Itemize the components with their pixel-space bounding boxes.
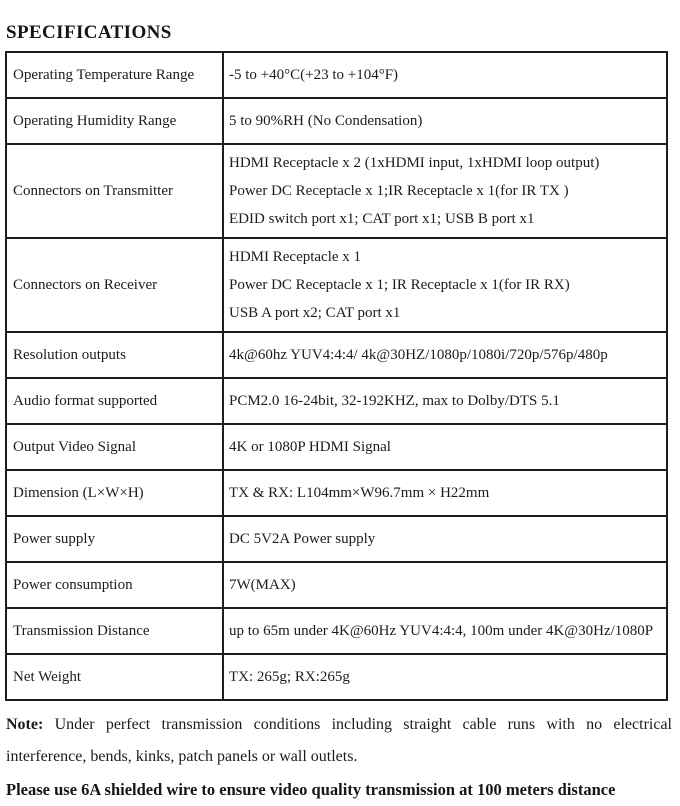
spec-value-line: -5 to +40°C(+23 to +104°F) — [229, 67, 399, 83]
spec-value-line: TX & RX: L104mm×W96.7mm × H22mm — [229, 485, 490, 501]
spec-label: Connectors on Transmitter — [6, 144, 223, 238]
spec-value — [223, 424, 667, 470]
note-block — [6, 709, 672, 806]
table-row — [6, 52, 667, 98]
spec-value — [223, 98, 667, 144]
spec-value-line: DC 5V2A Power supply — [229, 531, 376, 547]
spec-value — [223, 562, 667, 608]
spec-value-line: PCM2.0 16-24bit, 32-192KHZ, max to Dolby/DTS 5.1 — [229, 393, 560, 409]
table-row — [6, 654, 667, 700]
spec-value-line: EDID switch port x1; CAT port x1; USB B port x1 — [229, 211, 535, 227]
spec-label: Connectors on Receiver — [6, 238, 223, 332]
spec-label: Power supply — [6, 516, 223, 562]
spec-value — [223, 332, 667, 378]
page-title: SPECIFICATIONS — [6, 22, 172, 43]
note-line-2: interference, bends, kinks, patch panels or wall outlets. — [6, 748, 358, 765]
spec-label: Audio format supported — [6, 378, 223, 424]
spec-value-line: 5 to 90%RH (No Condensation) — [229, 113, 423, 129]
table-row — [6, 516, 667, 562]
spec-value-line: Power DC Receptacle x 1; IR Receptacle x 1(for IR RX) — [229, 277, 570, 293]
table-row — [6, 98, 667, 144]
specifications-table — [5, 51, 668, 701]
spec-label: Output Video Signal — [6, 424, 223, 470]
spec-label: Power consumption — [6, 562, 223, 608]
table-row — [6, 562, 667, 608]
spec-value-line: HDMI Receptacle x 2 (1xHDMI input, 1xHDMI loop output) — [229, 155, 600, 171]
spec-value — [223, 516, 667, 562]
table-row — [6, 424, 667, 470]
spec-value — [223, 470, 667, 516]
table-row — [6, 378, 667, 424]
spec-label: Operating Humidity Range — [6, 98, 223, 144]
spec-label: Resolution outputs — [6, 332, 223, 378]
spec-table-body — [6, 52, 667, 700]
spec-value — [223, 654, 667, 700]
spec-value-line: 7W(MAX) — [229, 577, 296, 593]
table-row — [6, 238, 667, 332]
note-label: Note: — [6, 716, 44, 733]
spec-value-line: USB A port x2; CAT port x1 — [229, 305, 401, 321]
spec-label: Dimension (L×W×H) — [6, 470, 223, 516]
spec-label: Net Weight — [6, 654, 223, 700]
spec-label: Transmission Distance — [6, 608, 223, 654]
spec-value — [223, 608, 667, 654]
shielded-wire-warning: Please use 6A shielded wire to ensure video quality transmission at 100 meters distance — [6, 780, 616, 799]
spec-value — [223, 378, 667, 424]
spec-value — [223, 52, 667, 98]
spec-value — [223, 238, 667, 332]
table-row — [6, 144, 667, 238]
spec-value — [223, 144, 667, 238]
note-text-part1: Under perfect transmission conditions including straight cable runs with no electrical — [43, 716, 672, 733]
table-row — [6, 470, 667, 516]
table-row — [6, 608, 667, 654]
spec-value-line: TX: 265g; RX:265g — [229, 669, 350, 685]
spec-label: Operating Temperature Range — [6, 52, 223, 98]
spec-value-line: HDMI Receptacle x 1 — [229, 249, 362, 265]
note-line-1 — [6, 709, 672, 741]
table-row — [6, 332, 667, 378]
spec-value-line: 4k@60hz YUV4:4:4/ 4k@30HZ/1080p/1080i/720p/576p/480p — [229, 347, 608, 363]
spec-value-line: 4K or 1080P HDMI Signal — [229, 439, 391, 455]
spec-value-line: up to 65m under 4K@60Hz YUV4:4:4, 100m under 4K@30Hz/1080P — [229, 623, 654, 639]
spec-value-line: Power DC Receptacle x 1;IR Receptacle x 1(for IR TX ) — [229, 183, 569, 199]
